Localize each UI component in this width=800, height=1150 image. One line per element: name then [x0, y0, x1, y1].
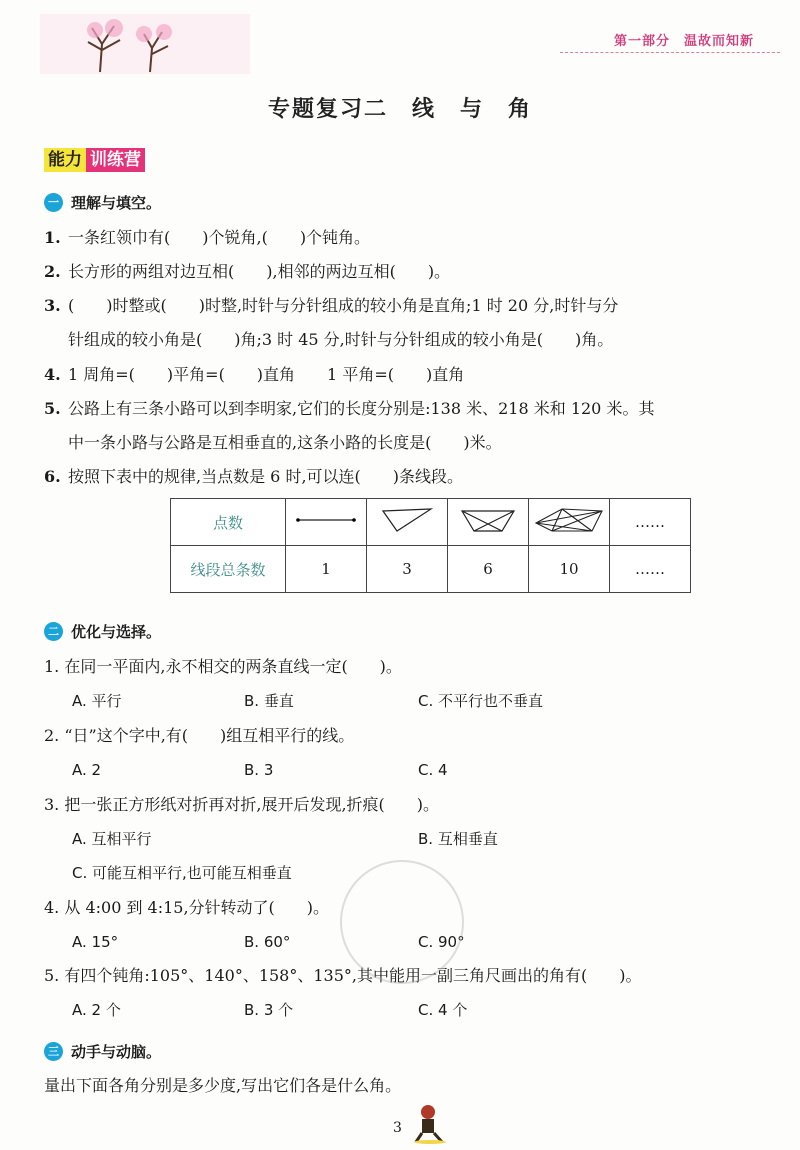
question-text: 中一条小路与公路是互相垂直的,这条小路的长度是( )米。	[68, 433, 502, 452]
segment-count: 1	[286, 546, 367, 593]
choice-option: B. 垂直	[244, 692, 294, 710]
choice-question: 1. 在同一平面内,永不相交的两条直线一定( )。	[44, 657, 402, 676]
choice-option: C. 90°	[418, 933, 465, 951]
section-title: 动手与动脑。	[71, 1043, 162, 1061]
question	[44, 329, 764, 351]
page-title: 专题复习二 线 与 角	[267, 97, 532, 122]
question-number: 5.	[44, 399, 61, 418]
question	[44, 398, 764, 420]
question-number: 3.	[44, 296, 61, 315]
choice-question: 2. “日”这个字中,有( )组互相平行的线。	[44, 726, 355, 745]
pattern-table	[170, 498, 691, 593]
section-heading	[44, 621, 161, 642]
row-label-points: 点数	[171, 499, 286, 546]
choice-option: B. 60°	[244, 933, 291, 951]
segment-count: ……	[610, 546, 691, 593]
header-divider	[560, 52, 780, 53]
segment-count: 3	[367, 546, 448, 593]
header-part: 第一部分	[613, 34, 670, 49]
choice-option: A. 平行	[72, 692, 122, 710]
page-header	[614, 30, 754, 49]
cartoon-kid-icon	[410, 1100, 450, 1144]
watermark-stamp	[340, 860, 464, 984]
question-text: 长方形的两组对边互相( ),相邻的两边互相( )。	[68, 262, 451, 281]
question-text: 一条红领巾有( )个锐角,( )个钝角。	[68, 228, 371, 247]
choice-option: A. 互相平行	[72, 830, 152, 848]
choice-option: A. 15°	[72, 933, 119, 951]
question-number: 1.	[44, 228, 61, 247]
question-number: 4.	[44, 365, 61, 384]
segment-count: 10	[529, 546, 610, 593]
segment-count: 6	[448, 546, 529, 593]
choice-question: 4. 从 4:00 到 4:15,分针转动了( )。	[44, 898, 330, 917]
choice-option: B. 互相垂直	[418, 830, 498, 848]
page-number: 3	[393, 1120, 402, 1136]
figure-3-points	[367, 499, 448, 546]
choice-question: 5. 有四个钝角:105°、140°、158°、135°,其中能用一副三角尺画出的角有( )。	[44, 966, 642, 985]
choice-option: A. 2	[72, 761, 102, 779]
section-number-icon: 一	[44, 193, 63, 212]
figure-5-points	[529, 499, 610, 546]
choice-question: 3. 把一张正方形纸对折再对折,展开后发现,折痕( )。	[44, 795, 440, 814]
question	[44, 466, 764, 488]
choice-option: C. 不平行也不垂直	[418, 692, 544, 710]
figure-2-points	[286, 499, 367, 546]
instruction-text: 量出下面各角分别是多少度,写出它们各是什么角。	[44, 1076, 402, 1095]
section-number-icon: 三	[44, 1042, 63, 1061]
badge-right: 训练营	[86, 148, 145, 172]
choice-option: C. 4 个	[418, 1001, 468, 1019]
section-title: 优化与选择。	[71, 623, 162, 641]
section-title: 理解与填空。	[71, 194, 162, 212]
question-text: 公路上有三条小路可以到李明家,它们的长度分别是:138 米、218 米和 120 米。其	[68, 399, 655, 418]
choice-option: C. 可能互相平行,也可能互相垂直	[72, 864, 292, 882]
choice-option: B. 3	[244, 761, 274, 779]
choice-option: C. 4	[418, 761, 448, 779]
section-heading	[44, 192, 161, 213]
question-text: ( )时整或( )时整,时针与分针组成的较小角是直角;1 时 20 分,时针与分	[68, 296, 619, 315]
table-ellipsis: ……	[610, 499, 691, 546]
section-heading	[44, 1041, 161, 1062]
choice-option: B. 3 个	[244, 1001, 294, 1019]
question-text: 针组成的较小角是( )角;3 时 45 分,时针与分针组成的较小角是( )角。	[68, 330, 614, 349]
header-section: 温故而知新	[683, 34, 754, 49]
question-number: 6.	[44, 467, 61, 486]
question-text: 1 周角=( )平角=( )直角 1 平角=( )直角	[68, 365, 465, 384]
choice-option: A. 2 个	[72, 1001, 121, 1019]
question	[44, 227, 764, 249]
question-text: 按照下表中的规律,当点数是 6 时,可以连( )条线段。	[68, 467, 464, 486]
section-badge	[44, 148, 145, 172]
tree-illustration	[40, 14, 250, 74]
row-label-segments: 线段总条数	[171, 546, 286, 593]
question-number: 2.	[44, 262, 61, 281]
figure-4-points	[448, 499, 529, 546]
question	[44, 295, 764, 317]
question	[44, 432, 764, 454]
question	[44, 364, 764, 386]
question	[44, 261, 764, 283]
section-number-icon: 二	[44, 622, 63, 641]
badge-left: 能力	[44, 148, 86, 172]
